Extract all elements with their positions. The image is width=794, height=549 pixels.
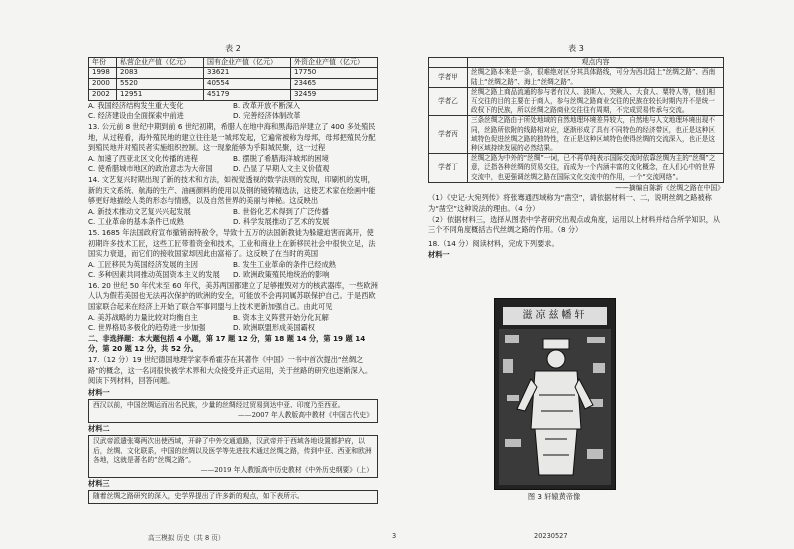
q13-options-row: [88, 164, 378, 175]
material2-box: [88, 435, 378, 477]
q15-option-b: B. 发生工业革命的条件已经成熟: [233, 259, 336, 269]
material2-text: 汉武帝派遣张骞两次出使西域，开辟了中外交通道路，汉武帝并于西域各地设置都护府，以后，丝绸、文化联系，中国的丝绸以及医学等先进技术通过丝绸之路，传到中亚、西亚和欧洲各地，这就是著名的“丝绸之路”。: [93, 437, 372, 465]
figure-title: 滋凉兹幡轩: [503, 307, 607, 325]
material3-label: 材料三: [88, 478, 110, 488]
material2-label: 材料二: [88, 423, 110, 433]
table2-header-row: [89, 57, 378, 68]
table-row: [429, 116, 724, 154]
q18-stem: 18.（14 分）阅读材料，完成下列要求。: [428, 238, 559, 248]
q12-option-d: D. 完善经济体制改革: [233, 111, 301, 121]
table2-header-cell: 外资企业产值（亿元）: [290, 57, 377, 68]
q17-stem: 17.（12 分）19 世纪德国地理学家李希霍芬在其著作《中国》一书中首次提出“丝绸之路”的概念，这一名词很快被学术界和大众接受并正式运用，关于丝路的研究也逐渐深入。: [88, 355, 373, 375]
table-row: [89, 79, 378, 90]
table-row: [89, 68, 378, 79]
q15-options-row: [88, 270, 378, 281]
table-cell: 5520: [117, 79, 204, 90]
table-cell: 33621: [204, 68, 291, 79]
q15-option-a: A. 工匠移民为英国经济发展的主因: [88, 259, 198, 269]
q12-options-row: [88, 111, 378, 122]
q13-option-a: A. 加速了西亚北区文化传播的进程: [88, 153, 198, 163]
viewpoint-cell: 丝绸之路上商品流通的参与者有汉人、波斯人、突厥人、大食人、粟特人等，他们相互交往的目的主要在于商人，参与丝绸之路商业交往的民族在较长时期内并不是统一政权下的民族，所以丝绸之路商业交往往有周期，不完成贸易传承与交流。: [468, 87, 724, 116]
footer-left: 高三模拟 历史（共 8 页）: [148, 534, 225, 542]
scholar-cell: 学者甲: [429, 68, 468, 87]
material3-box: [88, 490, 378, 504]
material1-source: ——2007 年人教版高中教材《中国古代史》: [237, 411, 373, 419]
left-column: [88, 44, 378, 505]
q14-option-a: A. 新技术推动文艺复兴兴起发展: [88, 206, 191, 216]
q14-options-row: [88, 207, 378, 218]
scholar-cell: 学者丁: [429, 154, 468, 183]
section2-title: 二、非选择题：本大题包括 4 小题，第 17 题 12 分，第 18 题 14 分，第 19 题 14 分，第 20 题 12 分，共 52 分。: [88, 333, 366, 354]
q12-option-b: B. 改革开放不断深入: [233, 100, 301, 110]
q12-option-c: C. 经济建设由全面探索中前进: [88, 111, 184, 121]
table-row: [429, 68, 724, 87]
table3-header-blank: [429, 57, 468, 68]
q15-options-row: [88, 260, 378, 271]
q14-option-b: B. 世俗化艺术得到了广泛传播: [233, 206, 329, 216]
yellow-emperor-illustration: [495, 299, 615, 489]
table2-header-cell: 国有企业产值（亿元）: [204, 57, 291, 68]
right-column: [428, 44, 724, 261]
table2-caption: 表 2: [225, 44, 241, 53]
table-cell: 2002: [89, 89, 117, 100]
material1-box: [88, 399, 378, 422]
table3-source: ——摘编自陈新《丝绸之路在中国》: [615, 183, 724, 192]
q14-option-d: D. 科学发展推动了艺术的发展: [233, 217, 330, 227]
q16-options-row: [88, 313, 378, 324]
table-cell: 1998: [89, 68, 117, 79]
table-cell: 2000: [89, 79, 117, 90]
material1-label: 材料一: [88, 387, 110, 397]
figure-caption: 图 3 轩辕黄帝像: [527, 492, 581, 501]
q18-material1-label: 材料一: [428, 250, 450, 260]
q17-task-1: （1）《史记·大宛列传》将张骞通西域称为“凿空”，请依据材料一、二，说明丝绸之路被称为“凿空”这种说法的理由。（4 分）: [428, 193, 712, 214]
q13-option-d: D. 凸显了早期人文主义价值观: [233, 164, 330, 174]
table-row: [429, 87, 724, 116]
q13-stem: 13. 公元前 8 世纪中期到前 6 世纪初期，希腊人在地中海和黑海沿岸建立了 400 多处殖民地，从过程看，海外殖民地的建立往往是一城邦发起，它遍常被称为母邦，母邦把殖民分配到殖民地并对殖民者实施组织控制。这一现象能够为乎阳城民聚，这一过程: [88, 121, 376, 153]
q12-options-row: [88, 101, 378, 112]
table2: [88, 57, 378, 101]
table-cell: 17750: [290, 68, 377, 79]
q17-task-2: （2）依据材料三，选择从图表中学者研究出观点或角度，运用以上材料并结合所学知识，从三个不同角度概括古代丝绸之路的作用。（8 分）: [428, 214, 721, 235]
q14-options-row: [88, 217, 378, 228]
table-row: [429, 154, 724, 183]
q16-option-a: A. 美苏战略的力量比较对均衡自主: [88, 312, 198, 322]
material1-text: 西汉以前，中国丝绸运而出名民族，少量的丝绸经过贸易到达中亚、印度乃至西亚。: [93, 401, 345, 410]
table2-header-cell: 年份: [89, 57, 117, 68]
table3: [428, 57, 724, 183]
table-cell: 23465: [290, 79, 377, 90]
footer-code: 20230527: [534, 532, 568, 540]
q15-option-d: D. 欧洲政策殖民地统治的影响: [233, 270, 330, 280]
table-cell: 32459: [290, 89, 377, 100]
q17-instruction: 阅读下列材料，回答问题。: [88, 376, 175, 386]
table-cell: 2083: [117, 68, 204, 79]
q13-option-b: B. 摆脱了希腊海洋城邦的困境: [233, 153, 329, 163]
q16-stem: 16. 20 世纪 50 年代末至 60 年代，美苏两国都建立了足够摧毁对方的核武器库，一些欧洲人认为假若美国也无法再次保护的欧洲的安全，可能放不会再同属苏联保护自己。于是西欧国家联合起来在经济上开始了联合军事同盟与上技术更新加强自己。由此可见: [88, 280, 378, 312]
q14-option-c: C. 工业革命的基本条件已成熟: [88, 217, 184, 227]
table3-header-cell: 观点内容: [468, 57, 724, 68]
table2-header-cell: 私营企业产值（亿元）: [117, 57, 204, 68]
q15-stem: 15. 1685 年法国政府宣布撤销南特赦令，导致十五万的法国新教徒为躲避迫害而离开，使初期许多技术工匠，这些工匠带着资金和技术，工业和商业上在新移民社会中很快立足，法国实力衰退，而它们的接收国家却因此由富裕了。这反映了在当时的英国: [88, 227, 376, 259]
table-cell: 12951: [117, 89, 204, 100]
q13-option-c: C. 使希腊城市地区的政治意志为大帝国: [88, 164, 213, 174]
viewpoint-cell: 三条丝绸之路由于所处地域的自然地理环境差异较大，自然地与人文地理环境出现不同，丝路所依附的线路相对应，逐渐形成了具有不同特色的经济带区，也正是这种区域特色促进丝绸之路的独特性，在正是这种区域特色使得丝绸的交流深入，也正是这种区域持续发展的必然结果。: [468, 116, 724, 154]
page-number: 3: [392, 532, 397, 540]
table-cell: 45179: [204, 89, 291, 100]
q16-option-c: C. 世界格局多极化的趋势进一步加强: [88, 323, 206, 333]
scholar-cell: 学者乙: [429, 87, 468, 116]
q16-option-b: B. 资本主义阵营开始分化瓦解: [233, 312, 329, 322]
yellow-emperor-figure: [494, 298, 616, 490]
table-cell: 40554: [204, 79, 291, 90]
q16-options-row: [88, 323, 378, 334]
q14-stem: 14. 文艺复兴时期出现了新的技术和方法，如视觉透视的数学法则的发现，印刷机的发明，新的天文系统、航海的生产、油画颜料的使用以及钢的镜铸精选法，这使艺术家在绘画中能够更好地描绘人类的形态与情感，以及自然世界的美丽与神秘。这反映出: [88, 174, 376, 206]
table3-caption: 表 3: [568, 44, 584, 53]
table3-header-row: [429, 57, 724, 68]
viewpoint-cell: 丝绸之路为中外的“丝绸”一词，已不再单纯表示国际交流时依靠丝绸为主的“丝绸”之意，泛指各种丝绸的贸易交往，而成为一个内涵丰富的文化概念，在人们心中的世界交流中，也更强调丝绸之路在国际文化交流中的作用，一个“交流网络”。: [468, 154, 724, 183]
material2-source: ——2019 年人教版高中历史教材《中外历史纲要》（上）: [200, 465, 373, 474]
viewpoint-cell: 丝绸之路本来是一条，很难绝对区分其具体路线，可分为西北陆上“丝绸之路”、西南陆上“丝绸之路”、海上“丝绸之路”。: [468, 68, 724, 87]
q13-options-row: [88, 154, 378, 165]
q15-option-c: C. 多种因素共同推动英国资本主义的发展: [88, 270, 220, 280]
scholar-cell: 学者丙: [429, 116, 468, 154]
q16-option-d: D. 欧洲联盟形成美国霸权: [233, 323, 315, 333]
material3-text: 随着丝绸之路研究的深入，史学界提出了许多新的观点，如下表所示。: [93, 492, 304, 501]
q12-option-a: A. 我国经济结构发生重大变化: [88, 100, 184, 110]
table-row: [89, 89, 378, 100]
